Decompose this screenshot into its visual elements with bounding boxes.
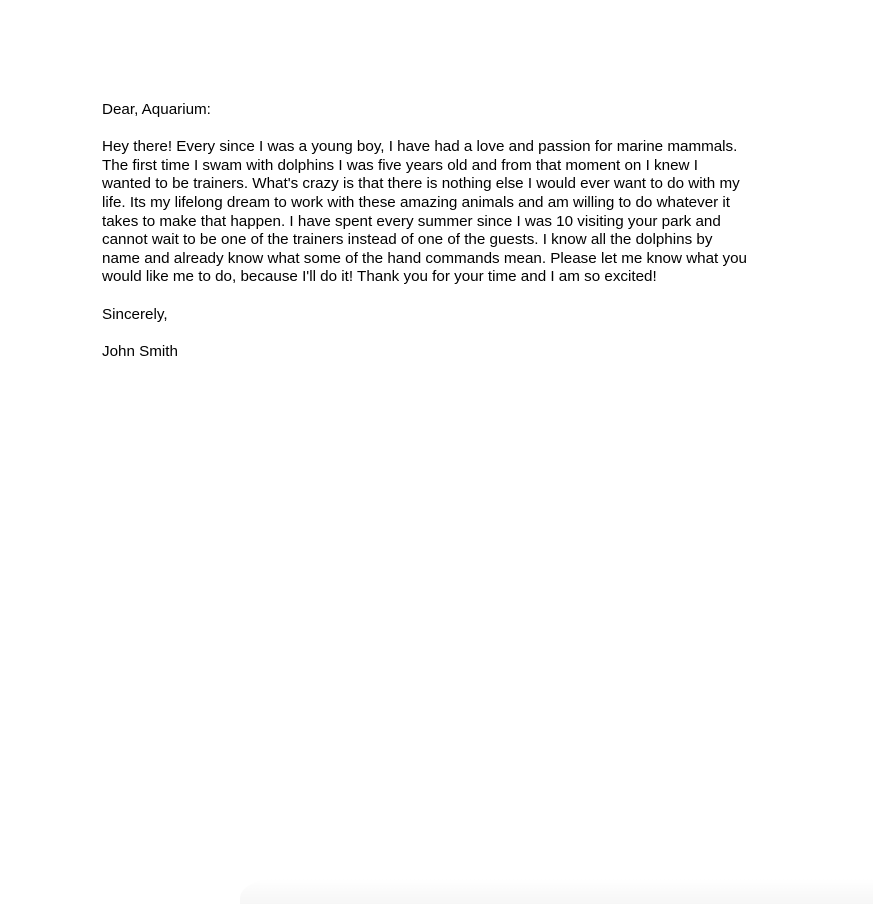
body-line: name and already know what some of the hand commands mean. Please let me know what you xyxy=(102,249,747,267)
letter xyxy=(102,101,782,380)
body-line: Hey there! Every since I was a young boy, I have had a love and passion for marine mammals. xyxy=(102,138,738,156)
body-line: life. Its my lifelong dream to work with these amazing animals and am willing to do whatever it xyxy=(102,193,731,211)
closing: Sincerely, xyxy=(102,305,168,323)
page-edge-shadow xyxy=(240,878,873,904)
body-line: takes to make that happen. I have spent every summer since I was 10 visiting your park and xyxy=(102,212,721,230)
signature: John Smith xyxy=(102,342,178,360)
letter-body xyxy=(102,138,782,287)
body-line: The first time I swam with dolphins I was five years old and from that moment on I knew I xyxy=(102,156,698,174)
body-line: wanted to be trainers. What's crazy is that there is nothing else I would ever want to do with my xyxy=(102,175,740,193)
body-line: cannot wait to be one of the trainers instead of one of the guests. I know all the dolphins by xyxy=(102,231,713,249)
body-line: would like me to do, because I'll do it! Thank you for your time and I am so excited! xyxy=(102,268,657,286)
salutation: Dear, Aquarium: xyxy=(102,101,211,118)
